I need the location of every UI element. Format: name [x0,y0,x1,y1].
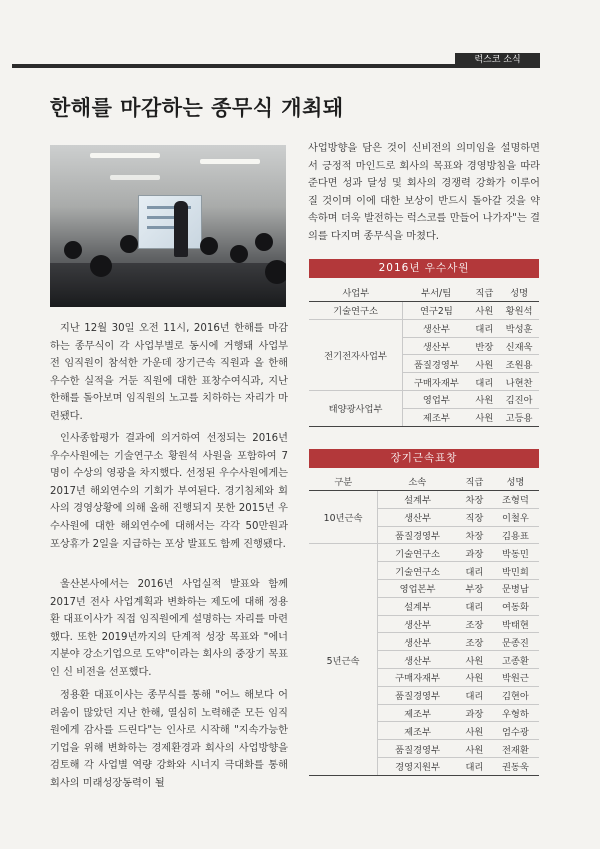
award-header-division: 사업부 [309,283,403,302]
table-row: 품질경영부 사원 조원용 [309,355,539,373]
award-header-dept: 부서/팀 [403,283,470,302]
table-row: 전기전자사업부 생산부 대리 박성훈 [309,319,539,337]
table-row: 태양광사업부 영업부 사원 김진아 [309,390,539,408]
table-row: 제조부 사원 고등용 [309,408,539,426]
table-row: 품질경영부 사원 전재환 [309,740,539,758]
service-table [309,472,539,776]
table-row: 영업본부 부장 문병남 [309,579,539,597]
table-row: 기술연구소 연구2팀 사원 황원석 [309,302,539,320]
table-row: 생산부 조장 문종진 [309,633,539,651]
service-header-rank: 직급 [457,472,492,491]
award-table [309,283,539,427]
table-row: 5년근속 기술연구소 과장 박동민 [309,544,539,562]
service-header-name: 성명 [492,472,539,491]
award-header-rank: 직급 [470,283,499,302]
table-row: 생산부 직장 이철우 [309,508,539,526]
projection-screen [138,195,202,249]
table-row: 품질경영부 대리 김현아 [309,686,539,704]
table-row: 10년근속 설계부 차장 조형덕 [309,491,539,509]
table-row: 생산부 조장 박태현 [309,615,539,633]
article-headline: 한해를 마감하는 종무식 개최돼 [50,96,344,120]
table-row: 품질경영부 차장 김용표 [309,526,539,544]
paragraph-5: 사업방향을 담은 것이 신비전의 의미임을 설명하면서 긍정적 마인드로 회사의 목표와 경영방침을 따라준다면 성과 달성 및 회사의 경쟁력 강화가 이루어 질 것이며 이에 대한 보상이 반드시 돌아갈 것을 약속하며 더욱 발전하는 럭스코를 만들어 나가자"는 결의를 다지며 종무식을 마쳤다. [308,143,540,242]
service-header-dept: 소속 [378,472,457,491]
ceremony-photo [50,145,286,307]
table-row: 경영지원부 대리 권동욱 [309,757,539,775]
table-row: 구매자재부 사원 박원근 [309,668,539,686]
table-row: 생산부 사원 고종환 [309,651,539,669]
table-row: 제조부 과장 우형하 [309,704,539,722]
award-header-name: 성명 [499,283,539,302]
paragraph-2: 인사종합평가 결과에 의거하여 선정되는 2016년 우수사원에는 기술연구소 황원석 사원을 포함하여 7명이 수상의 영광을 차지했다. 선정된 우수사원에게는 2017년 해외연수의 기회가 부여된다. 경기침체와 회사의 경영상황에 의해 올해 진행되지 못한 2015년 우수사원에 대한 해외연수에 대해서는 각각 50만원과 포상휴가 2일을 지급하는 포상 발표도 함께 진행됐다. [50,433,288,550]
section-tag: 럭스코 소식 [455,53,540,67]
table-row: 생산부 반장 신재욱 [309,337,539,355]
table-row: 설계부 대리 여동화 [309,597,539,615]
paragraph-4: 정용환 대표이사는 종무식를 통해 "어느 해보다 어려움이 많았던 지난 한해, 열심히 노력해준 모든 임직원에게 감사를 드린다"는 인사로 시작해 "지속가능한 기업을 위해 변화하는 경제환경과 회사의 사업방향을 검토해 각 사업별 역량 강화와 시너지 극대화를 통해 회사의 미래성장동력이 될 [50,690,288,789]
presenter-figure [174,201,188,257]
table-row: 구매자재부 대리 나현찬 [309,373,539,391]
table-row: 기술연구소 대리 박민희 [309,562,539,580]
award-table-title: 2016년 우수사원 [309,259,539,278]
table-row: 제조부 사원 엄수광 [309,722,539,740]
service-table-title: 장기근속표창 [309,449,539,468]
service-header-category: 구분 [309,472,378,491]
paragraph-1: 지난 12월 30일 오전 11시, 2016년 한해를 마감하는 종무식이 각 사업부별로 동시에 거행돼 사업부 전 임직원이 참석한 가운데 장기근속 직원과 올 한해 우수한 실적을 거둔 직원에 대한 표창수여식과, 지난 한해를 돌아보며 임직원의 노고를 치하하는 자리가 마련됐다. [50,323,288,422]
paragraph-3: 울산본사에서는 2016년 사업실적 발표와 함께 2017년 전사 사업계획과 변화하는 제도에 대해 정용환 대표이사가 직접 임직원에게 설명하는 자리를 마련했다. 또한 2019년까지의 단계적 성장 목표와 "에너지분야 강소기업으로 도약"이라는 회사의 중장기 목표인 신 비전을 선포했다. [50,579,288,678]
